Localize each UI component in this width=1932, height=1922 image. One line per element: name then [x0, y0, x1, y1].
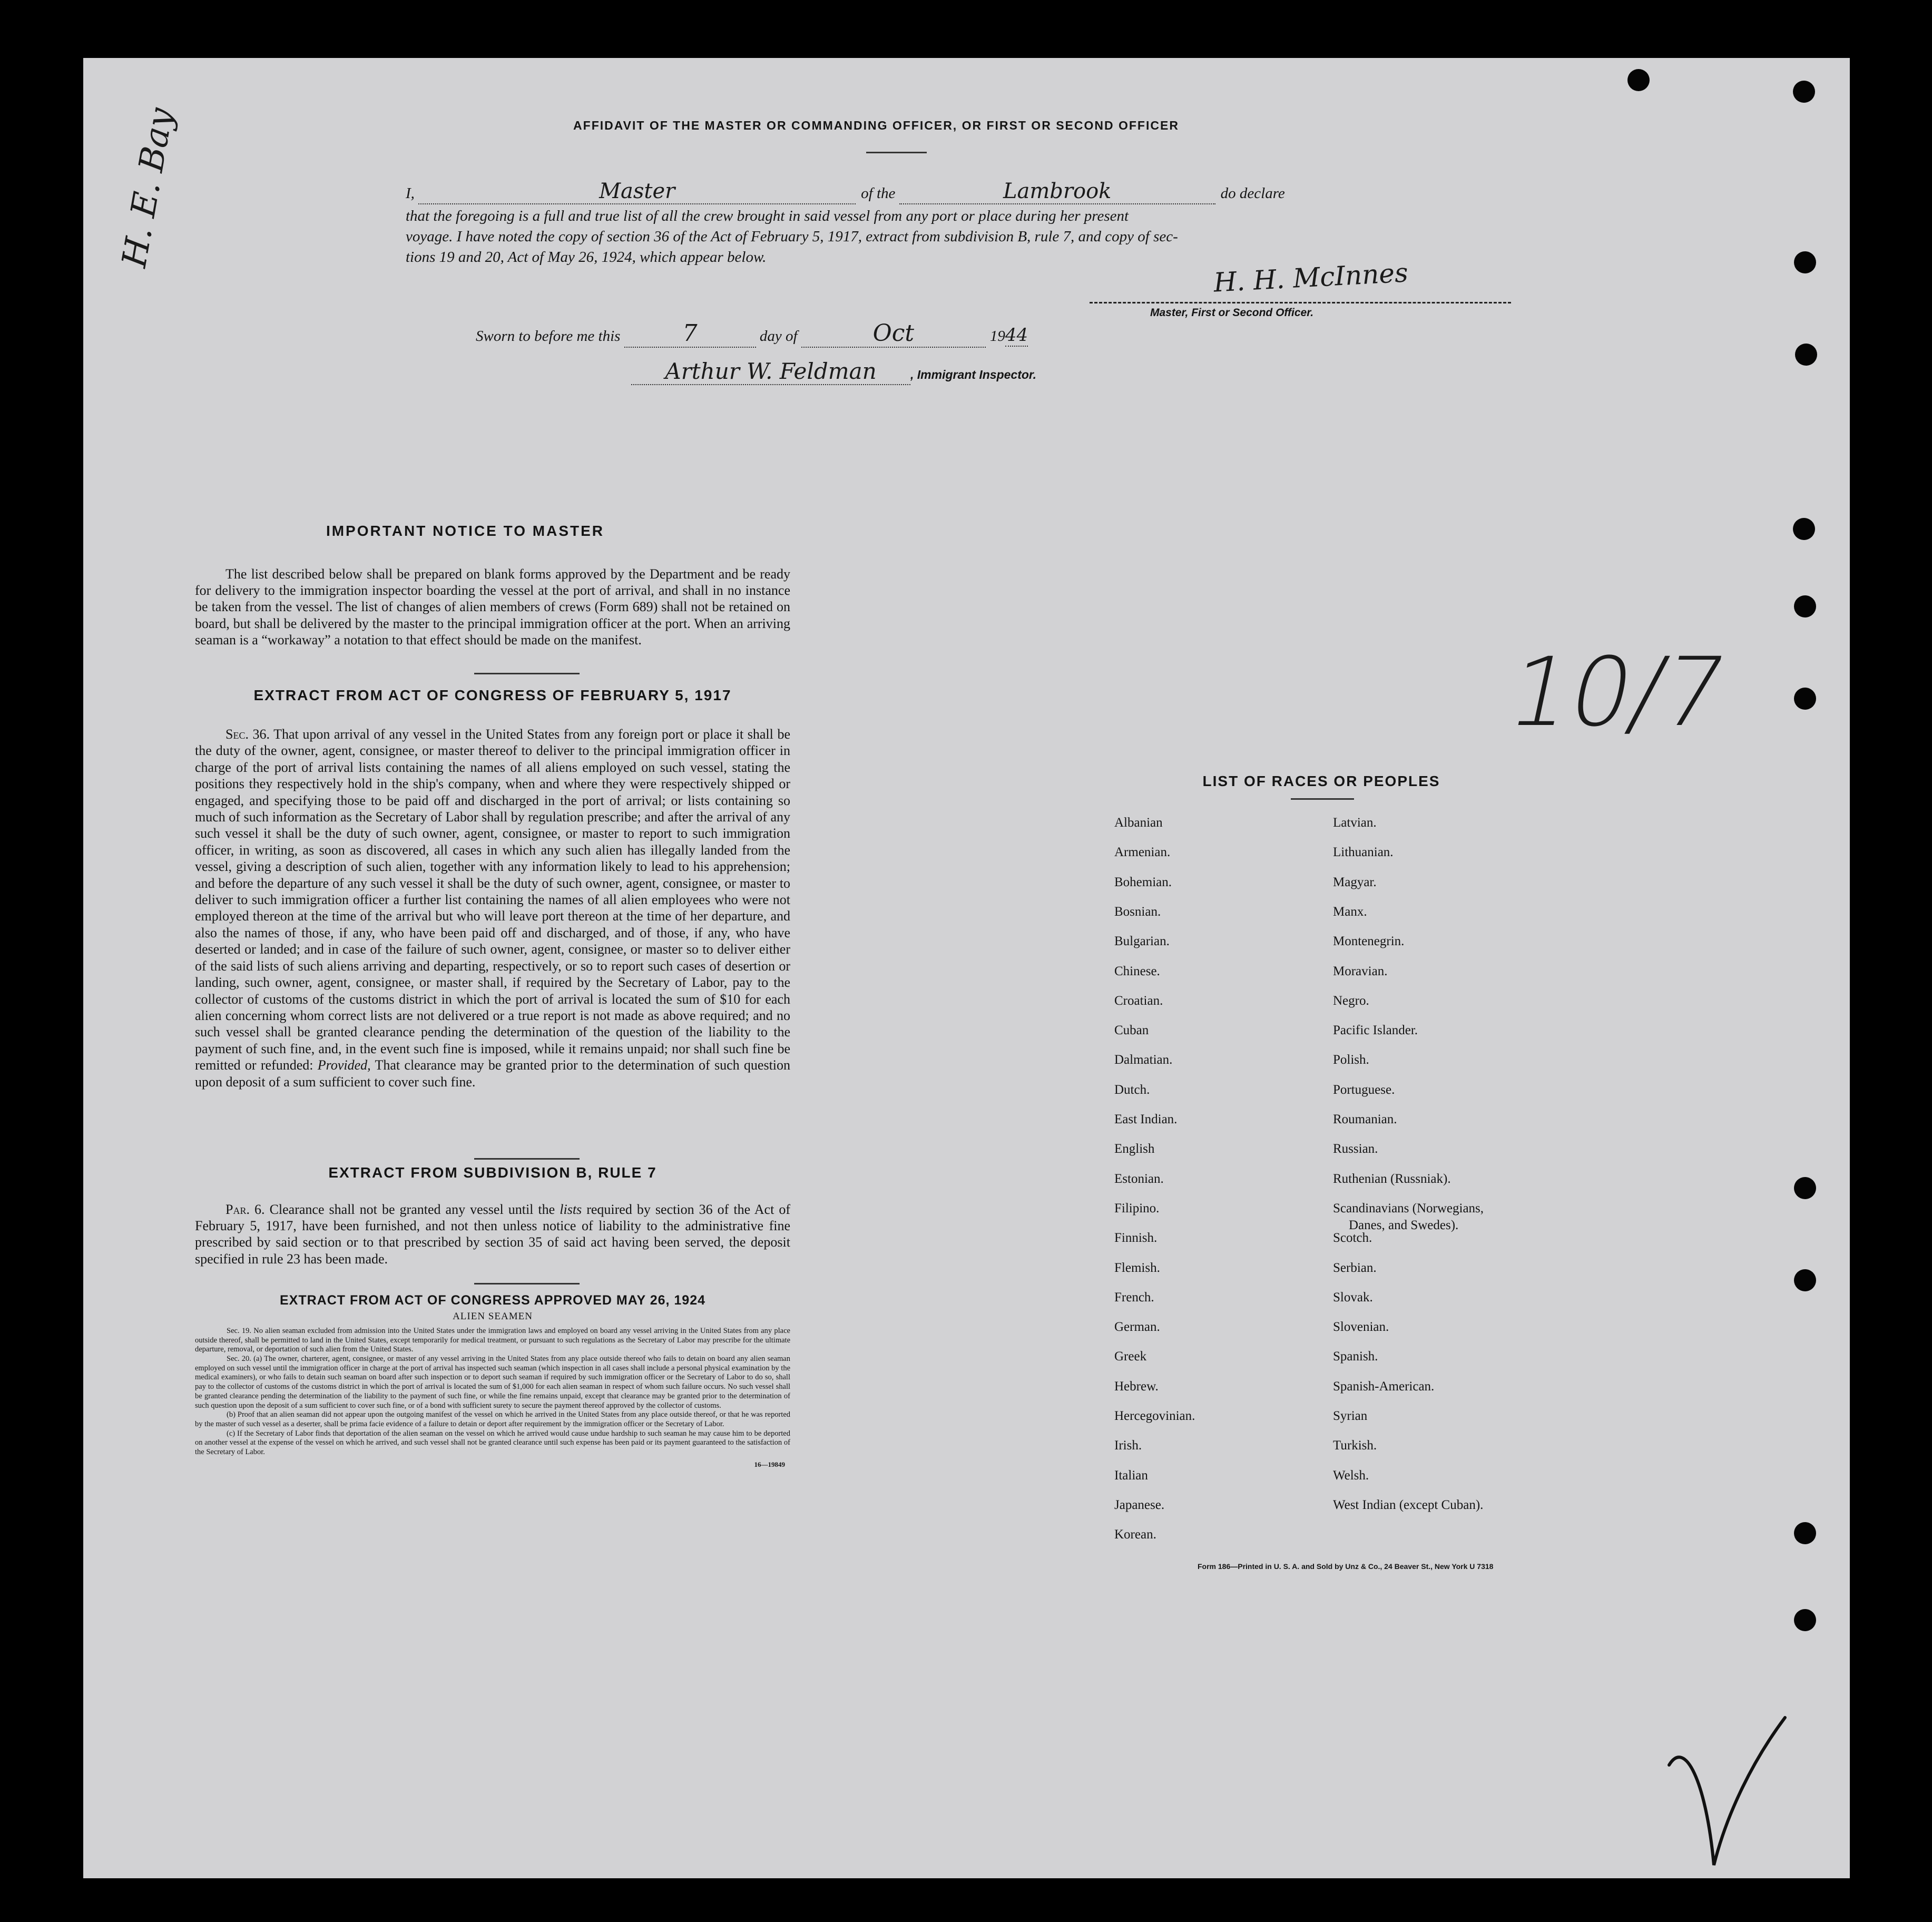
race-item-left: Bohemian.	[1114, 875, 1172, 889]
race-item-left: Greek	[1114, 1349, 1147, 1364]
race-item-left: Finnish.	[1114, 1231, 1158, 1246]
race-item-left: East Indian.	[1114, 1112, 1178, 1126]
race-item-right: Scandinavians (Norwegians,	[1333, 1201, 1484, 1215]
affidavit-declaration	[406, 179, 1391, 266]
margin-note-left: H. E. Bay	[115, 105, 181, 270]
day-field: 7	[624, 320, 756, 348]
sworn-line	[476, 320, 1028, 348]
sec36-text	[195, 726, 790, 1090]
month-field: Oct	[801, 320, 986, 348]
race-item-left: Dutch.	[1114, 1082, 1150, 1097]
punch-hole	[1795, 344, 1817, 366]
race-item-left: German.	[1114, 1320, 1160, 1335]
affidavit-title: AFFIDAVIT OF THE MASTER OR COMMANDING OFFICER, OR FIRST OR SECOND OFFICER	[573, 119, 1179, 132]
divider-rule	[474, 1283, 580, 1284]
punch-hole	[1794, 1269, 1816, 1291]
punch-hole	[1793, 518, 1815, 540]
race-item-right: West Indian (except Cuban).	[1333, 1497, 1484, 1512]
race-item-right: Polish.	[1333, 1053, 1369, 1067]
race-item-right: Scotch.	[1333, 1231, 1372, 1246]
race-item-left: Dalmatian.	[1114, 1053, 1173, 1067]
of-the-label: of the	[861, 185, 896, 202]
race-item-left: Cuban	[1114, 1023, 1149, 1038]
notice-title: IMPORTANT NOTICE TO MASTER	[326, 523, 605, 539]
rule7-body-b: required by section 36 of the Act of February 5, 1917, have been furnished, and not then unless notice of liability to the administrative fine prescribed by said section or to that prescribed by section 35 of said act having been served, the deposit specified in rule 23 has been made.	[195, 1202, 790, 1267]
notice-body: The list described below shall be prepared on blank forms approved by the Department and be ready for delivery to the immigration inspector boarding the vessel at the port of arrival, and shall in no instance be taken from the vessel. The list of changes of alien members of crews (Form 689) shall not be retained on board, but shall be delivered by the master to the principal immigration officer at the port. When an arriving seaman is a “workaway” a notation to that effect should be made on the manifest.	[195, 566, 790, 648]
race-item-right: Latvian.	[1333, 816, 1377, 830]
race-item-right: Lithuanian.	[1333, 845, 1394, 860]
extract-1917-title: EXTRACT FROM ACT OF CONGRESS OF FEBRUARY 5, 1917	[253, 687, 732, 703]
punch-hole	[1794, 595, 1816, 617]
alien-seamen-subtitle: ALIEN SEAMEN	[453, 1311, 533, 1322]
master-officer-label: Master, First or Second Officer.	[1150, 307, 1314, 319]
race-item-left: Italian	[1114, 1468, 1148, 1483]
sec36-body-end: That clearance may be granted prior to the determination of such question upon deposit of a sum sufficient to cover such fine.	[195, 1057, 791, 1090]
punch-hole	[1794, 1522, 1816, 1544]
sec20c-text: (c) If the Secretary of Labor finds that deportation of the alien seaman on the vessel on which he arrived would cause undue hardship to such seaman he may cause him to be deported on another vessel at the expense of the vessel on which he arrived, and such vessel shall not be granted clearance until such expense has been paid or its payment guaranteed to the satisfaction of the Secretary of Labor.	[195, 1429, 790, 1456]
race-item-left: Korean.	[1114, 1527, 1156, 1542]
punch-hole	[1794, 251, 1816, 273]
vessel-name-field: Lambrook	[899, 179, 1215, 204]
inspector-signature: Arthur W. Feldman	[631, 358, 910, 385]
i-label: I,	[406, 185, 415, 202]
master-signature: H. H. McInnes	[1213, 257, 1409, 298]
provided-label: Provided,	[317, 1057, 371, 1073]
extract-1924-title: EXTRACT FROM ACT OF CONGRESS APPROVED MAY 26, 1924	[279, 1293, 706, 1308]
sworn-label: Sworn to before me this	[476, 328, 621, 345]
immigrant-inspector-label: , Immigrant Inspector.	[910, 368, 1036, 381]
declaration-line-3: tions 19 and 20, Act of May 26, 1924, which appear below.	[406, 249, 767, 266]
printer-footer: Form 186—Printed in U. S. A. and Sold by Unz & Co., 24 Beaver St., New York U 7318	[1198, 1562, 1494, 1571]
rule7-text	[195, 1201, 790, 1267]
race-item-right: Ruthenian (Russniak).	[1333, 1171, 1451, 1186]
lists-word: lists	[560, 1202, 582, 1217]
check-mark	[1664, 1707, 1790, 1876]
punch-hole	[1794, 1609, 1816, 1631]
signature-line	[1090, 302, 1511, 303]
day-of-label: day of	[759, 328, 798, 345]
sec36-label: Sec. 36.	[225, 727, 270, 742]
race-item-left: Japanese.	[1114, 1497, 1165, 1512]
sec20b-text: (b) Proof that an alien seaman did not appear upon the outgoing manifest of the vessel on which he arrived in the United States from any place outside thereof, or that he was reported by the master of such vessel as a deserter, shall be prima facie evidence of a failure to detain or deport after requirement by the immigration officer or the Secretary of Labor.	[195, 1410, 790, 1428]
document-page	[83, 58, 1850, 1878]
divider-rule	[474, 1158, 580, 1160]
race-item-left: Bosnian.	[1114, 904, 1161, 919]
race-item-left: Croatian.	[1114, 993, 1163, 1008]
race-item-left: Hebrew.	[1114, 1379, 1159, 1394]
declaration-line-1: that the foregoing is a full and true list of all the crew brought in said vessel from any port or place during her present	[406, 208, 1129, 224]
year-field: 44	[1005, 325, 1028, 346]
race-item-right: Syrian	[1333, 1409, 1368, 1423]
master-name-field: Master	[418, 179, 856, 204]
race-item-right: Spanish.	[1333, 1349, 1378, 1364]
race-item-right: Danes, and Swedes).	[1349, 1218, 1459, 1232]
race-item-right: Spanish-American.	[1333, 1379, 1435, 1394]
punch-hole	[1627, 69, 1650, 91]
race-item-left: English	[1114, 1142, 1155, 1156]
punch-hole	[1794, 1177, 1816, 1199]
title-rule	[866, 152, 927, 153]
race-item-right: Welsh.	[1333, 1468, 1369, 1483]
sec19-text: Sec. 19. No alien seaman excluded from admission into the United States under the immigration laws and employed on board any vessel arriving in the United States from any place outside thereof, shall be permitted to land in the United States, except temporarily for medical treatment, or pursuant to such regulations as the Secretary of Labor may prescribe for the ultimate departure, removal, or deportation of such alien from the United States.	[195, 1327, 790, 1354]
race-item-right: Magyar.	[1333, 875, 1377, 889]
inspector-line	[631, 358, 1036, 385]
race-item-right: Moravian.	[1333, 964, 1388, 978]
race-item-right: Turkish.	[1333, 1438, 1377, 1453]
punch-hole	[1794, 688, 1816, 710]
race-item-left: Albanian	[1114, 816, 1163, 830]
race-item-right: Pacific Islander.	[1333, 1023, 1418, 1038]
race-item-right: Negro.	[1333, 993, 1369, 1008]
punch-hole	[1793, 81, 1815, 103]
race-item-left: French.	[1114, 1290, 1154, 1305]
sec20a-text: Sec. 20. (a) The owner, charterer, agent, consignee, or master of any vessel arriving in the United States from any place outside thereof who fails to detain on board any alien seaman employed on such vessel until the immigration officer in charge at the port of arrival has inspected such seaman (which inspection in all cases shall include a personal physical examination by the medical examiners), or who fails to detain such seaman on board after such inspection or to deport such seaman if required by such immigration officer or the Secretary of Labor to do so, shall pay to the collector of customs of the customs district in which the port of arrival is located the sum of $1,000 for each alien seaman in respect of whom such failure occurs. No such vessel shall be granted clearance pending the determination of the liability to the payment of such fine, or while the fine remains unpaid, except that clearance may be granted prior to the determination of such question upon the deposit of a sum sufficient to cover such fine, or of a bond with sufficient surety to secure the payment thereof approved by the collector of customs.	[195, 1355, 790, 1410]
sec36-body: That upon arrival of any vessel in the United States from any foreign port or place it shall be the duty of the owner, agent, consignee, or master thereof to deliver to the principal immigration officer in charge of the port of arrival lists containing the names of all aliens employed on such vessel, stating the positions they respectively hold in the ship's company, when and where they were respectively shipped or engaged, and specifying those to be paid off and discharged in the port of arrival; or lists containing so much of such information as the Secretary of Labor shall by regulation prescribe; and after the arrival of any such vessel it shall be the duty of such owner, agent, consignee, or master to report to such immigration officer, in writing, as soon as discovered, all cases in which any such alien has illegally landed from the vessel, giving a description of such alien, together with any information likely to lead to his apprehension; and before the departure of any such vessel it shall be the duty of such owner, agent, consignee, or master to deliver to such immigration officer a further list containing the names of all alien employees who were not employed thereon at the time of the arrival but who will leave port thereon at the time of her departure, and also the names of those, if any, who have been paid off and discharged, and of those, if any, who have deserted or landed; and in case of the failure of such owner, agent, consignee, or master so to deliver either of the said lists of such aliens arriving and departing, respectively, or so to report such cases of desertion or landing, such owner, agent, consignee, or master shall, if required by the Secretary of Labor, pay to the collector of customs of the customs district in which the port of arrival is located the sum of $10 for each alien concerning whom correct lists are not delivered or a true report is not made as above required; and no such vessel shall be granted clearance pending the determination of the question of the liability to the payment of such fine, and, in the event such fine is imposed, while it remains unpaid; nor shall such fine be remitted or refunded:	[195, 727, 790, 1073]
declare-label: do declare	[1220, 185, 1285, 202]
year-prefix: 19	[989, 328, 1005, 345]
race-item-right: Portuguese.	[1333, 1082, 1395, 1097]
par6-label: Par. 6.	[225, 1202, 265, 1217]
race-item-left: Estonian.	[1114, 1171, 1164, 1186]
form-code: 16—19849	[754, 1460, 785, 1468]
divider-rule	[474, 673, 580, 674]
race-item-left: Flemish.	[1114, 1260, 1160, 1275]
race-item-left: Armenian.	[1114, 845, 1171, 860]
race-item-right: Slovenian.	[1333, 1320, 1389, 1335]
notice-text	[195, 566, 790, 648]
race-item-right: Manx.	[1333, 904, 1367, 919]
declaration-line-2: voyage. I have noted the copy of section 36 of the Act of February 5, 1917, extract from subdivision B, rule 7, and copy of sec-	[406, 228, 1178, 245]
rule7-title: EXTRACT FROM SUBDIVISION B, RULE 7	[328, 1164, 657, 1181]
race-item-right: Russian.	[1333, 1142, 1378, 1156]
race-item-right: Serbian.	[1333, 1260, 1377, 1275]
race-item-left: Filipino.	[1114, 1201, 1160, 1215]
extract-1924-text	[195, 1327, 790, 1469]
divider-rule	[1291, 798, 1354, 800]
races-title: LIST OF RACES OR PEOPLES	[1202, 773, 1440, 789]
race-item-left: Chinese.	[1114, 964, 1160, 978]
race-item-left: Hercegovinian.	[1114, 1409, 1195, 1423]
race-item-left: Bulgarian.	[1114, 934, 1170, 949]
rule7-body-a: Clearance shall not be granted any vessel until the	[269, 1202, 555, 1217]
race-item-right: Montenegrin.	[1333, 934, 1405, 949]
race-item-right: Roumanian.	[1333, 1112, 1397, 1126]
race-item-right: Slovak.	[1333, 1290, 1373, 1305]
margin-note-number: 10/7	[1499, 638, 1736, 748]
race-item-left: Irish.	[1114, 1438, 1142, 1453]
